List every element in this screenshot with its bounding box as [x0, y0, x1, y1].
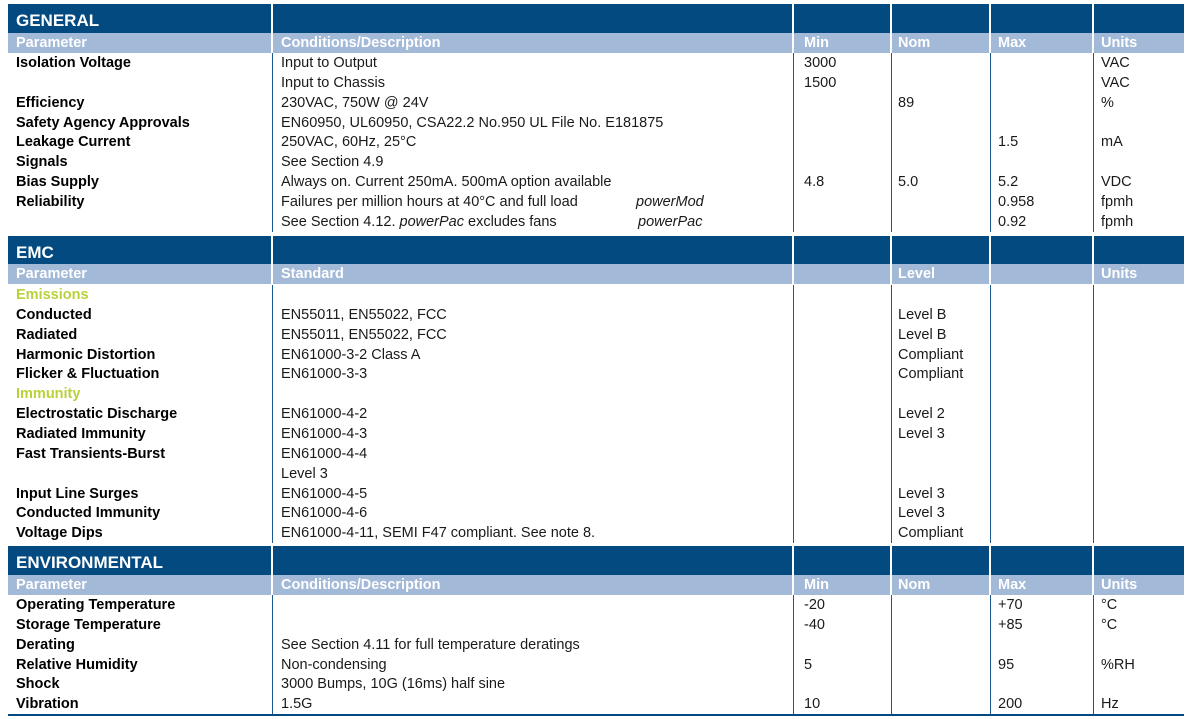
table-row	[8, 325, 1184, 345]
units-cell: VAC	[1101, 74, 1130, 91]
column-divider	[989, 546, 991, 575]
column-divider	[890, 575, 892, 595]
column-divider	[891, 595, 892, 714]
standard-cell: EN61000-4-3	[281, 425, 368, 442]
nom-cell	[898, 694, 990, 714]
min-cell	[804, 93, 891, 113]
table-row	[8, 503, 1184, 523]
column-divider	[793, 285, 794, 543]
min-cell	[804, 113, 891, 133]
column-divider	[890, 4, 892, 33]
column-divider	[792, 546, 794, 575]
column-divider	[792, 575, 794, 595]
min-cell: -40	[804, 616, 825, 633]
nom-cell	[898, 595, 990, 615]
column-header: Max	[998, 35, 1027, 51]
max-cell	[998, 635, 1093, 655]
column-divider	[1092, 33, 1094, 53]
column-divider	[271, 236, 273, 265]
column-divider	[1092, 546, 1094, 575]
standard-cell: EN61000-3-2 Class A	[281, 346, 421, 363]
column-divider	[890, 33, 892, 53]
conditions-cell: EN60950, UL60950, CSA22.2 No.950 UL File No. E181875	[281, 114, 664, 131]
general-section-bar-title: GENERAL	[16, 11, 100, 30]
max-cell: 95	[998, 656, 1015, 673]
min-cell	[804, 152, 891, 172]
min-cell	[804, 674, 891, 694]
units-value: fpmh	[1101, 193, 1134, 210]
parameter-cell: Storage Temperature	[16, 616, 161, 633]
min-cell: 3000	[804, 55, 837, 71]
nom-cell	[898, 635, 990, 655]
column-divider	[271, 33, 273, 53]
column-divider	[890, 546, 892, 575]
parameter-cell: Radiated Immunity	[16, 425, 146, 442]
max-cell: 5.2	[998, 174, 1019, 191]
max-cell: +85	[998, 616, 1023, 633]
environmental-section-bar-title: ENVIRONMENTAL	[16, 553, 164, 572]
level-cell: Compliant	[898, 346, 964, 363]
column-divider	[271, 575, 273, 595]
emc-section-bar	[8, 236, 1184, 265]
units-value: fpmh	[1101, 213, 1134, 230]
column-divider	[989, 33, 991, 53]
column-divider	[1092, 575, 1094, 595]
max-cell: 200	[998, 696, 1023, 713]
column-header: Units	[1101, 35, 1138, 51]
general-header-row	[8, 33, 1184, 53]
min-cell: 4.8	[804, 174, 825, 191]
table-row	[8, 615, 1184, 635]
max-cell	[998, 192, 1093, 232]
parameter-cell: Derating	[16, 636, 75, 653]
units-cell	[1101, 113, 1184, 133]
column-divider	[272, 595, 273, 714]
column-header: Units	[1101, 577, 1138, 593]
units-cell	[1101, 674, 1184, 694]
table-row	[8, 73, 1184, 93]
parameter-cell: Efficiency	[16, 94, 85, 111]
nom-cell	[898, 113, 990, 133]
units-cell: %	[1101, 94, 1114, 111]
nom-cell	[898, 655, 990, 675]
units-cell: VDC	[1101, 174, 1132, 191]
parameter-cell: Flicker & Fluctuation	[16, 366, 160, 383]
column-header: Conditions/Description	[281, 577, 441, 593]
table-row	[8, 113, 1184, 133]
column-divider	[989, 236, 991, 265]
model-name: powerPac	[399, 213, 464, 230]
parameter-cell: Bias Supply	[16, 174, 99, 191]
conditions-cell: Input to Chassis	[281, 74, 385, 91]
units-cell: %RH	[1101, 656, 1135, 673]
standard-cell: EN61000-4-11, SEMI F47 compliant. See note 8.	[281, 525, 596, 542]
max-cell: +70	[998, 597, 1023, 613]
column-header: Max	[998, 577, 1027, 593]
parameter-cell: Harmonic Distortion	[16, 346, 156, 363]
column-divider	[792, 264, 794, 284]
units-cell: °C	[1101, 597, 1118, 613]
max-cell	[998, 674, 1093, 694]
column-divider	[890, 236, 892, 265]
table-row-reliability	[8, 192, 1184, 232]
table-bottom-rule	[8, 714, 1184, 716]
parameter-cell: Electrostatic Discharge	[16, 406, 178, 423]
column-divider	[792, 4, 794, 33]
parameter-cell: Shock	[16, 676, 60, 693]
column-divider	[1092, 264, 1094, 284]
standard-cell: EN55011, EN55022, FCC	[281, 306, 447, 323]
column-divider	[1093, 595, 1094, 714]
conditions-cell: See Section 4.9	[281, 154, 384, 171]
table-row	[8, 655, 1184, 675]
column-header: Conditions/Description	[281, 35, 441, 51]
conditions-cell	[281, 595, 793, 615]
column-divider	[990, 53, 991, 232]
conditions-cell	[281, 192, 793, 232]
units-cell	[1101, 192, 1184, 232]
units-cell	[1101, 152, 1184, 172]
parameter-cell: Leakage Current	[16, 134, 131, 151]
table-row	[8, 404, 1184, 424]
conditions-cell	[281, 615, 793, 635]
units-cell: °C	[1101, 616, 1118, 633]
table-row	[8, 305, 1184, 325]
nom-cell	[898, 615, 990, 635]
subsection-label: Emissions	[16, 287, 89, 303]
table-row	[8, 93, 1184, 113]
column-header: Nom	[898, 577, 931, 593]
standard-cell: EN61000-3-3	[281, 366, 368, 383]
emc-section-bar-title: EMC	[16, 243, 54, 262]
parameter-cell: Reliability	[16, 193, 85, 210]
nom-cell	[898, 53, 990, 73]
reliability-note: excludes fans	[463, 213, 557, 230]
table-row	[8, 444, 1184, 464]
max-cell	[998, 93, 1093, 113]
nom-cell: 89	[898, 94, 915, 111]
column-header: Parameter	[16, 35, 87, 51]
column-header: Parameter	[16, 266, 87, 282]
parameter-cell	[16, 464, 272, 484]
level-cell: Level 3	[898, 505, 945, 522]
table-row	[8, 694, 1184, 714]
nom-cell: 5.0	[898, 174, 919, 191]
column-header: Min	[804, 577, 829, 593]
standard-cell: EN61000-4-2	[281, 406, 368, 423]
parameter-cell	[16, 73, 272, 93]
table-row	[8, 152, 1184, 172]
parameter-cell: Relative Humidity	[16, 656, 138, 673]
table-row	[8, 464, 1184, 484]
column-header: Units	[1101, 266, 1138, 282]
column-header: Parameter	[16, 577, 87, 593]
column-divider	[272, 53, 273, 232]
column-divider	[272, 285, 273, 543]
level-cell	[898, 444, 1093, 464]
conditions-cell: 230VAC, 750W @ 24V	[281, 94, 429, 111]
table-row	[8, 635, 1184, 655]
column-header: Nom	[898, 35, 931, 51]
parameter-cell: Radiated	[16, 326, 78, 343]
column-divider	[793, 53, 794, 232]
column-divider	[989, 4, 991, 33]
units-cell	[1101, 635, 1184, 655]
level-cell: Level 3	[898, 425, 945, 442]
conditions-cell: Non-condensing	[281, 656, 387, 673]
standard-cell: EN61000-4-4	[281, 445, 368, 462]
nom-cell	[898, 674, 990, 694]
min-cell: 1500	[804, 74, 837, 91]
min-cell: 5	[804, 656, 813, 673]
column-divider	[792, 33, 794, 53]
column-divider	[1093, 53, 1094, 232]
column-divider	[891, 53, 892, 232]
parameter-cell: Input Line Surges	[16, 485, 139, 502]
max-value: 0.958	[998, 193, 1035, 210]
model-name: powerPac	[638, 213, 703, 230]
nom-cell	[898, 152, 990, 172]
parameter-cell: Operating Temperature	[16, 597, 176, 613]
conditions-cell: Always on. Current 250mA. 500mA option available	[281, 174, 612, 191]
emissions-subheader	[8, 285, 1184, 305]
column-divider	[890, 264, 892, 284]
parameter-cell: Conducted	[16, 306, 92, 323]
column-divider	[793, 595, 794, 714]
reliability-line-2	[281, 212, 793, 232]
level-cell: Level 2	[898, 406, 945, 423]
conditions-cell: 1.5G	[281, 696, 313, 713]
max-cell: 1.5	[998, 134, 1019, 151]
reliability-line-1	[281, 192, 793, 212]
column-divider	[792, 236, 794, 265]
standard-cell: EN61000-4-5	[281, 485, 368, 502]
immunity-subheader	[8, 384, 1184, 404]
level-cell: Compliant	[898, 525, 964, 542]
column-divider	[1092, 236, 1094, 265]
conditions-cell: 250VAC, 60Hz, 25°C	[281, 134, 417, 151]
parameter-cell: Signals	[16, 154, 68, 171]
column-divider	[271, 546, 273, 575]
table-row	[8, 523, 1184, 543]
column-divider	[990, 285, 991, 543]
level-cell: Level 3	[898, 485, 945, 502]
min-cell	[804, 132, 891, 152]
conditions-cell: 3000 Bumps, 10G (16ms) half sine	[281, 676, 506, 693]
column-divider	[989, 575, 991, 595]
table-row	[8, 595, 1184, 615]
parameter-cell: Fast Transients-Burst	[16, 445, 166, 462]
column-divider	[271, 4, 273, 33]
standard-cell: EN61000-4-6	[281, 505, 368, 522]
max-cell	[998, 152, 1093, 172]
parameter-cell: Conducted Immunity	[16, 505, 161, 522]
units-cell: Hz	[1101, 696, 1119, 713]
table-row	[8, 132, 1184, 152]
parameter-cell: Vibration	[16, 696, 79, 713]
column-header: Min	[804, 35, 829, 51]
nom-cell	[898, 73, 990, 93]
table-row	[8, 484, 1184, 504]
min-cell: -20	[804, 597, 825, 613]
standard-cell: Level 3	[281, 465, 328, 482]
column-divider	[1093, 285, 1094, 543]
subsection-label: Immunity	[16, 386, 81, 403]
max-cell	[998, 113, 1093, 133]
environmental-header-row	[8, 575, 1184, 595]
level-cell: Compliant	[898, 366, 964, 383]
level-cell	[898, 464, 1093, 484]
parameter-cell: Safety Agency Approvals	[16, 114, 190, 131]
table-row	[8, 53, 1184, 73]
max-cell	[998, 53, 1093, 73]
reliability-note: See Section 4.12.	[281, 213, 400, 230]
parameter-cell: Voltage Dips	[16, 525, 103, 542]
emc-header-row	[8, 264, 1184, 284]
environmental-section-bar	[8, 546, 1184, 575]
level-cell: Level B	[898, 306, 947, 323]
min-cell	[804, 635, 891, 655]
column-divider	[990, 595, 991, 714]
column-divider	[1092, 4, 1094, 33]
column-header: Standard	[281, 266, 344, 282]
column-divider	[271, 264, 273, 284]
level-cell: Level B	[898, 326, 947, 343]
general-section-bar	[8, 4, 1184, 33]
column-divider	[891, 285, 892, 543]
column-divider	[989, 264, 991, 284]
nom-cell	[898, 132, 990, 152]
max-cell	[998, 73, 1093, 93]
min-cell: 10	[804, 696, 821, 713]
conditions-cell: See Section 4.11 for full temperature deratings	[281, 636, 580, 653]
units-cell: mA	[1101, 134, 1123, 151]
table-row	[8, 674, 1184, 694]
conditions-cell: Input to Output	[281, 55, 377, 71]
table-row	[8, 345, 1184, 365]
standard-cell: EN55011, EN55022, FCC	[281, 326, 447, 343]
parameter-cell: Isolation Voltage	[16, 55, 131, 71]
model-name: powerMod	[636, 193, 704, 210]
table-row	[8, 424, 1184, 444]
column-header: Level	[898, 266, 936, 282]
max-value: 0.92	[998, 213, 1027, 230]
reliability-condition: Failures per million hours at 40°C and full load	[281, 193, 578, 210]
units-cell: VAC	[1101, 55, 1130, 71]
table-row	[8, 172, 1184, 192]
table-row	[8, 364, 1184, 384]
